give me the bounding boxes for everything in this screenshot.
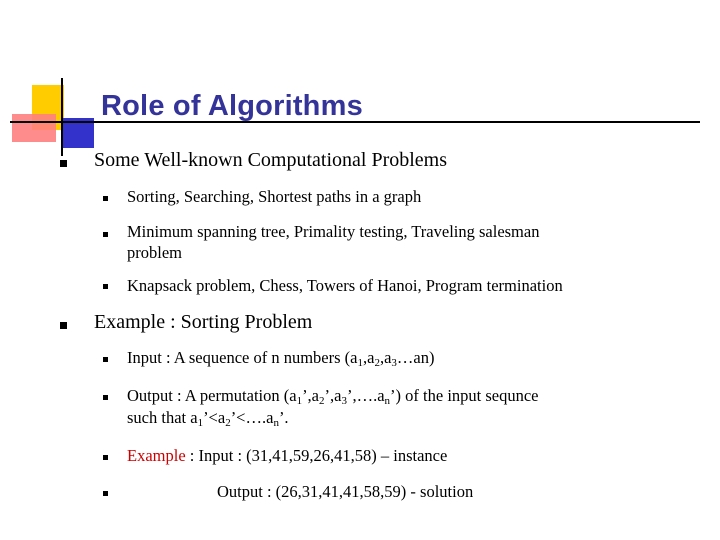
output-line: Output : A permutation $(a_1’,a_2’,a_3’,\dots.a_n’)$ of the input sequnce (127, 386, 539, 407)
deco-red-square (12, 114, 56, 142)
list-item: Minimum spanning tree, Primality testing, Traveling salesman problem (127, 222, 540, 262)
bullet-icon (103, 232, 108, 237)
example-label: Example (127, 446, 186, 465)
example-line: Example : Input : (31,41,59,26,41,58) – instance (127, 446, 448, 465)
bullet-icon (103, 491, 108, 496)
slide-title: Role of Algorithms (101, 90, 363, 122)
bullet-icon (103, 284, 108, 289)
section-heading: Some Well-known Computational Problems (94, 149, 447, 171)
bullet-icon (103, 357, 108, 362)
bullet-icon (103, 196, 108, 201)
input-line: Input : A sequence of n numbers $(a_1,a_2,a_3\dots an)$ (127, 348, 435, 369)
bullet-icon (60, 160, 67, 167)
list-item: Knapsack problem, Chess, Towers of Hanoi, Program termination (127, 276, 563, 295)
bullet-icon (103, 455, 108, 460)
list-item: Sorting, Searching, Shortest paths in a graph (127, 187, 422, 206)
section-heading: Example : Sorting Problem (94, 311, 313, 333)
title-decoration (0, 0, 720, 160)
solution-line: Output : (26,31,41,41,58,59) - solution (217, 482, 474, 501)
bullet-icon (60, 322, 67, 329)
bullet-icon (103, 395, 108, 400)
output-line-continued: such that $a_1’<a_2’<\dots.a_n$’. (127, 408, 289, 429)
